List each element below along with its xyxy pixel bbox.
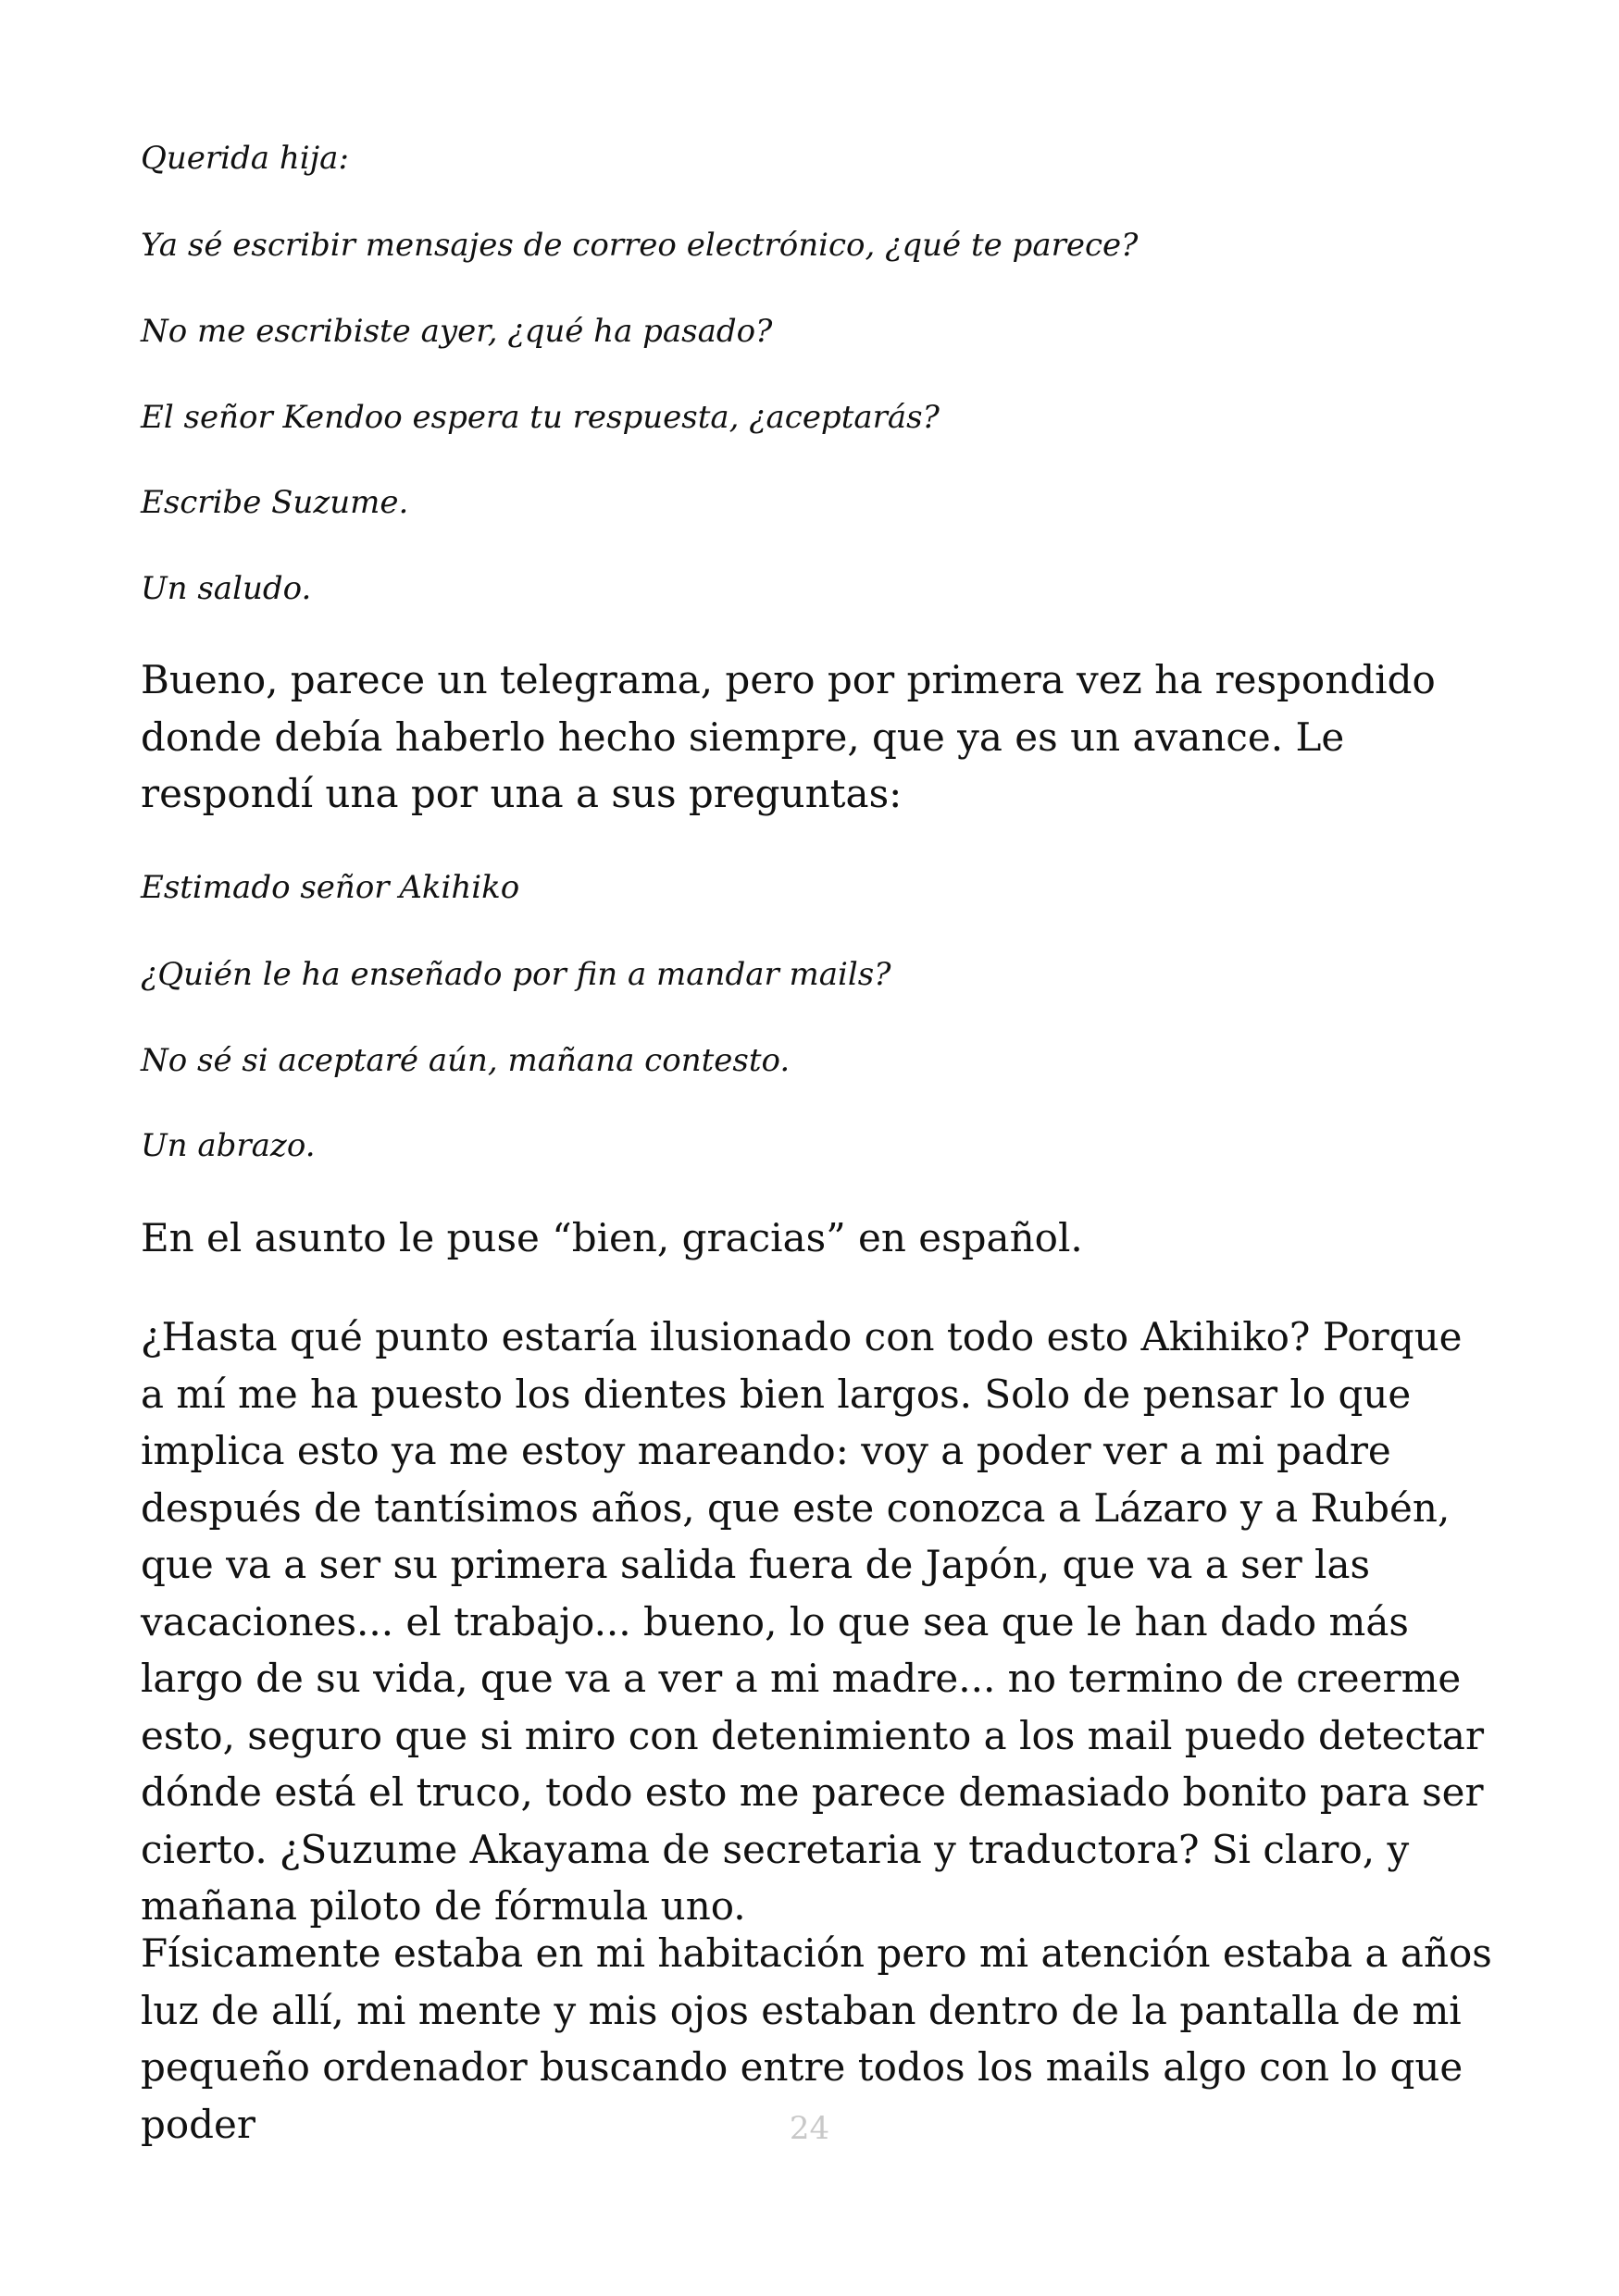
reply-letter-line-4: Un abrazo.: [141, 1127, 316, 1164]
father-letter-line-6: Un saludo.: [141, 570, 312, 607]
reply-letter-line-2: ¿Quién le ha enseñado por fin a mandar mails?: [141, 956, 891, 993]
father-letter-line-1: Querida hija:: [141, 140, 349, 177]
paragraph-telegram: Bueno, parece un telegrama, pero por primera vez ha respondido donde debía haberlo hecho siempre, que ya es un avance. Le respondí una por una a sus preguntas:: [141, 657, 1436, 816]
father-letter-line-4: El señor Kendoo espera tu respuesta, ¿aceptarás?: [141, 399, 940, 436]
reply-letter-line-1: Estimado señor Akihiko: [141, 869, 520, 906]
father-letter-line-5: Escribe Suzume.: [141, 484, 409, 521]
page-number: 24: [789, 2110, 830, 2147]
paragraph-subject: En el asunto le puse “bien, gracias” en español.: [141, 1215, 1083, 1260]
paragraph-hasta-que-punto: ¿Hasta qué punto estaría ilusionado con todo esto Akihiko? Porque a mí me ha puesto los dientes bien largos. Solo de pensar lo que implica esto ya me estoy mareando: voy a poder ver a mi padre después de tantísimos años, que este conozca a Lázaro y a Rubén, que va a ser su primera salida fuera de Japón, que va a ser las vacaciones... el trabajo... bueno, lo que sea que le han dado más largo de su vida, que va a ver a mi madre... no termino de creerme esto, seguro que si miro con detenimiento a los mail puedo detectar dónde está el truco, todo esto me parece demasiado bonito para ser cierto. ¿Suzume Akayama de secretaria y traductora? Si claro, y mañana piloto de fórmula uno.: [141, 1314, 1485, 1929]
father-letter-line-2: Ya sé escribir mensajes de correo electrónico, ¿qué te parece?: [141, 227, 1139, 264]
father-letter-line-3: No me escribiste ayer, ¿qué ha pasado?: [141, 313, 773, 350]
reply-letter-line-3: No sé si aceptaré aún, mañana contesto.: [141, 1042, 791, 1079]
paragraph-fisicamente: Físicamente estaba en mi habitación pero mi atención estaba a años luz de allí, mi mente y mis ojos estaban dentro de la pantalla de mi pequeño ordenador buscando entre todos los mails algo con lo que poder: [141, 1930, 1492, 2147]
